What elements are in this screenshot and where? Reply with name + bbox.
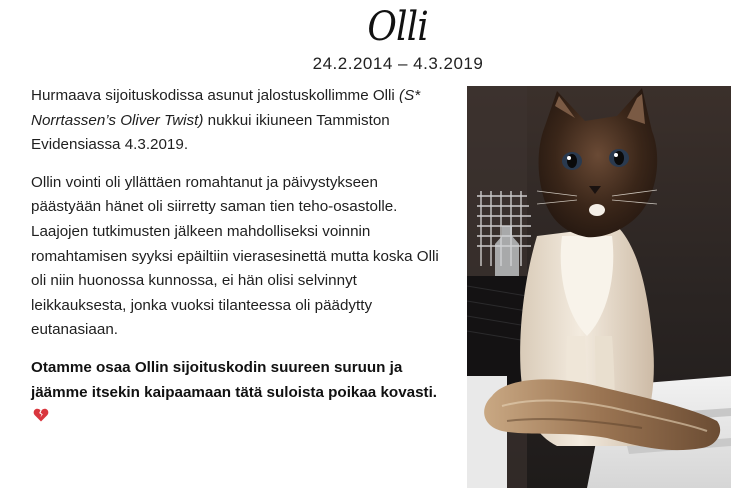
header: [0, 2, 745, 74]
intro-text-end: nukkui ikiuneen Tammiston Evidensiassa 4.3.2019.: [31, 111, 390, 154]
paragraph-details: Ollin vointi oli yllättäen romahtanut ja päivystykseen päästyään hänet oli siirretty saman tien teho-osastolle. Laajojen tutkimusten jälkeen mahdolliseksi voinnin romahtamisen syyksi epäiltiin vierasesinettä mutta koska Olli oli niin huonossa kunnossa, ei hän olisi selvinnyt leikkauksesta, jonka vuoksi tilanteessa oli päädytty eutanasiaan.: [31, 173, 439, 339]
intro-text-start: Hurmaava sijoituskodissa asunut jalostuskollimme Olli: [31, 87, 400, 104]
cat-photo: [467, 86, 731, 488]
paragraph-intro: [31, 84, 446, 158]
article-text: [31, 84, 446, 443]
broken-heart-icon: [33, 407, 49, 423]
condolence-text: Otamme osaa Ollin sijoituskodin suureen suruun ja jäämme itsekin kaipaamaan tätä suloista poikaa kovasti.: [31, 358, 438, 401]
pedigree-name: (S* Norrtassen’s Oliver Twist): [31, 87, 421, 129]
life-dates: 24.2.2014 – 4.3.2019: [312, 54, 484, 73]
paragraph-condolence: [31, 356, 446, 430]
page-title: Olli: [367, 4, 429, 50]
